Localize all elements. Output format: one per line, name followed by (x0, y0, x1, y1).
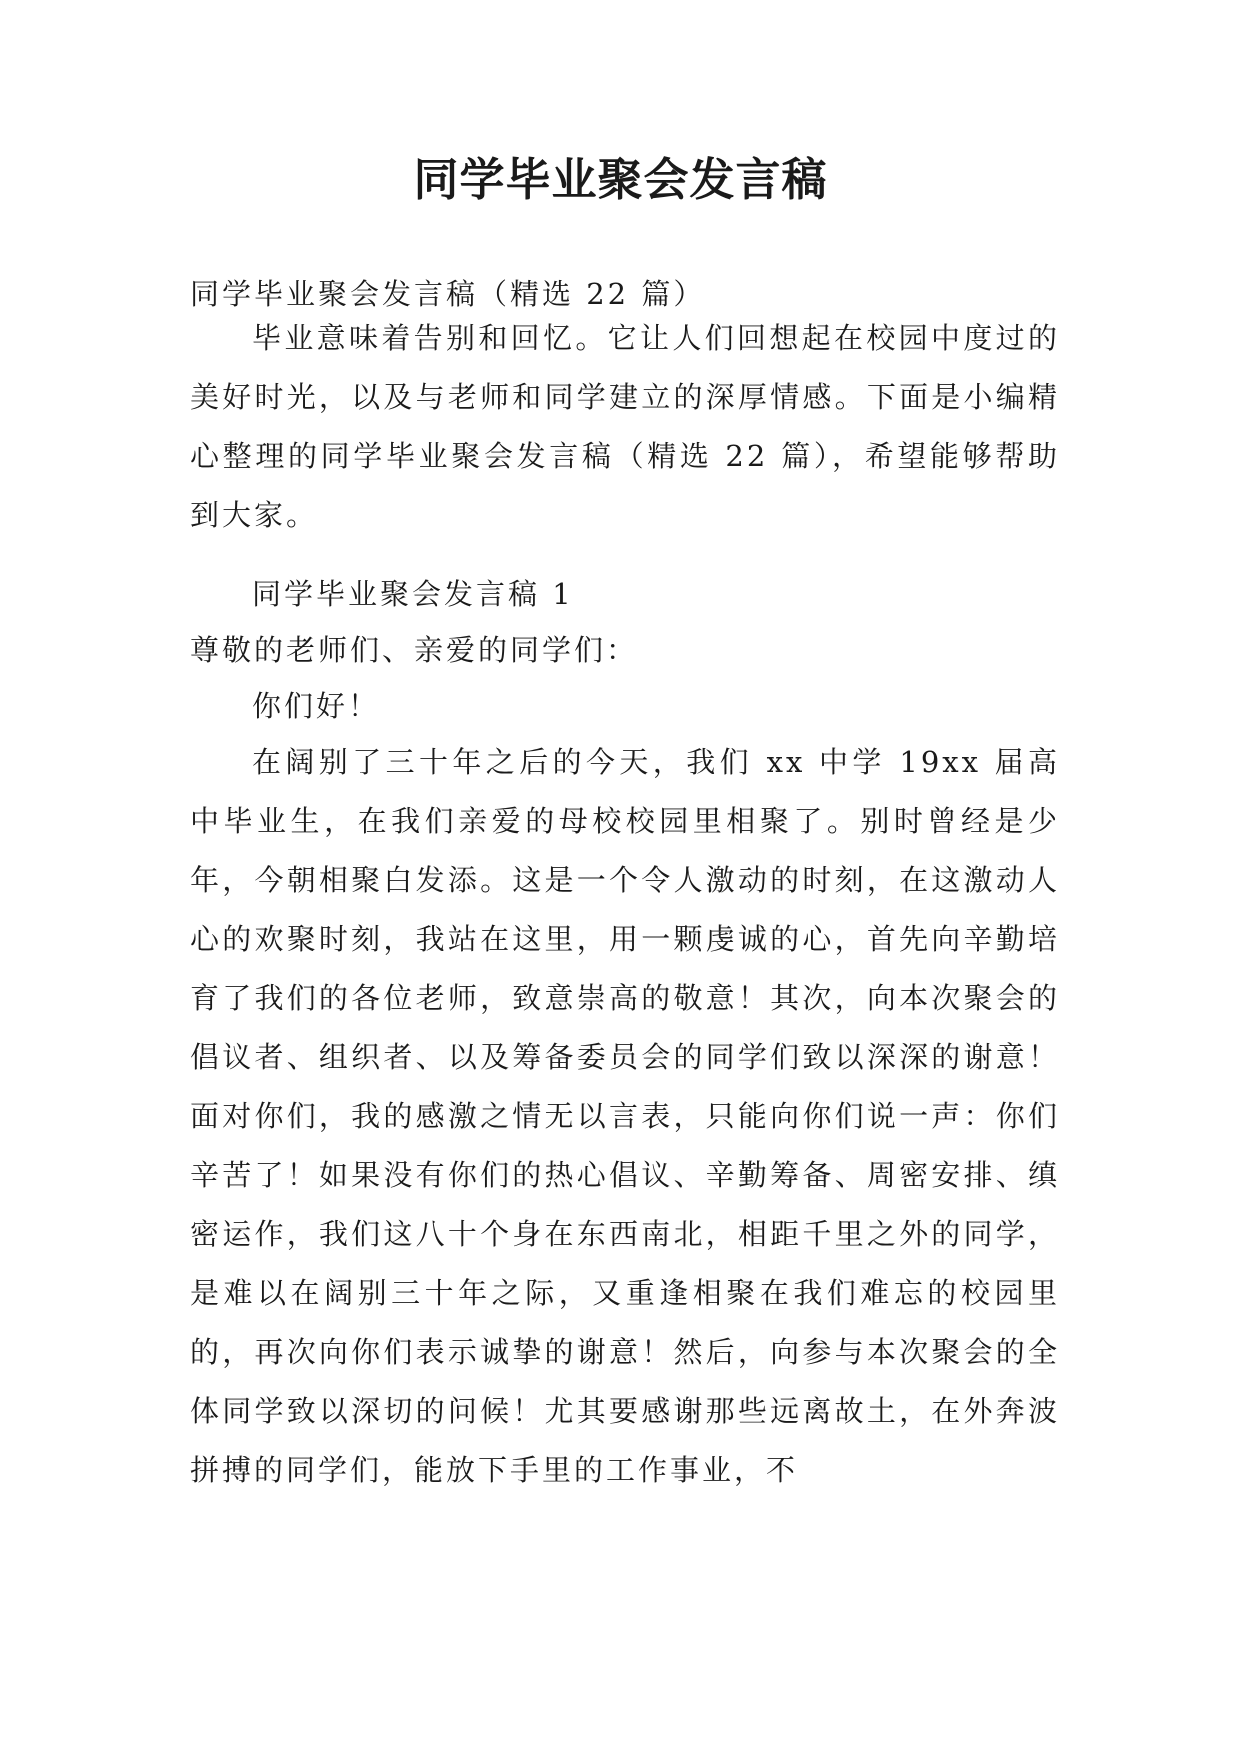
document-subtitle: 同学毕业聚会发言稿（精选 22 篇） (190, 277, 706, 311)
greeting: 你们好！ (252, 689, 381, 723)
body-paragraph: 在阔别了三十年之后的今天，我们 xx 中学 19xx 届高中毕业生，在我们亲爱的母校校园里相聚了。别时曾经是少年，今朝相聚白发添。这是一个令人激动的时刻，在这激动人心的欢聚时刻，我站在这里，用一颗虔诚的心，首先向辛勤培育了我们的各位老师，致意崇高的敬意！其次，向本次聚会的倡议者、组织者、以及筹备委员会的同学们致以深深的谢意！面对你们，我的感激之情无以言表，只能向你们说一声：你们辛苦了！如果没有你们的热心倡议、辛勤筹备、周密安排、缜密运作，我们这八十个身在东西南北，相距千里之外的同学，是难以在阔别三十年之际，又重逢相聚在我们难忘的校园里的，再次向你们表示诚挚的谢意！然后，向参与本次聚会的全体同学致以深切的问候！尤其要感谢那些远离故土，在外奔波拼搏的同学们，能放下手里的工作事业，不 (190, 745, 1060, 1487)
intro-paragraph: 毕业意味着告别和回忆。它让人们回想起在校园中度过的美好时光，以及与老师和同学建立的深厚情感。下面是小编精心整理的同学毕业聚会发言稿（精选 22 篇），希望能够帮助到大家。 (190, 321, 1060, 532)
document-title: 同学毕业聚会发言稿 (413, 153, 828, 206)
salutation: 尊敬的老师们、亲爱的同学们： (190, 633, 639, 667)
section-heading: 同学毕业聚会发言稿 1 (252, 577, 574, 611)
